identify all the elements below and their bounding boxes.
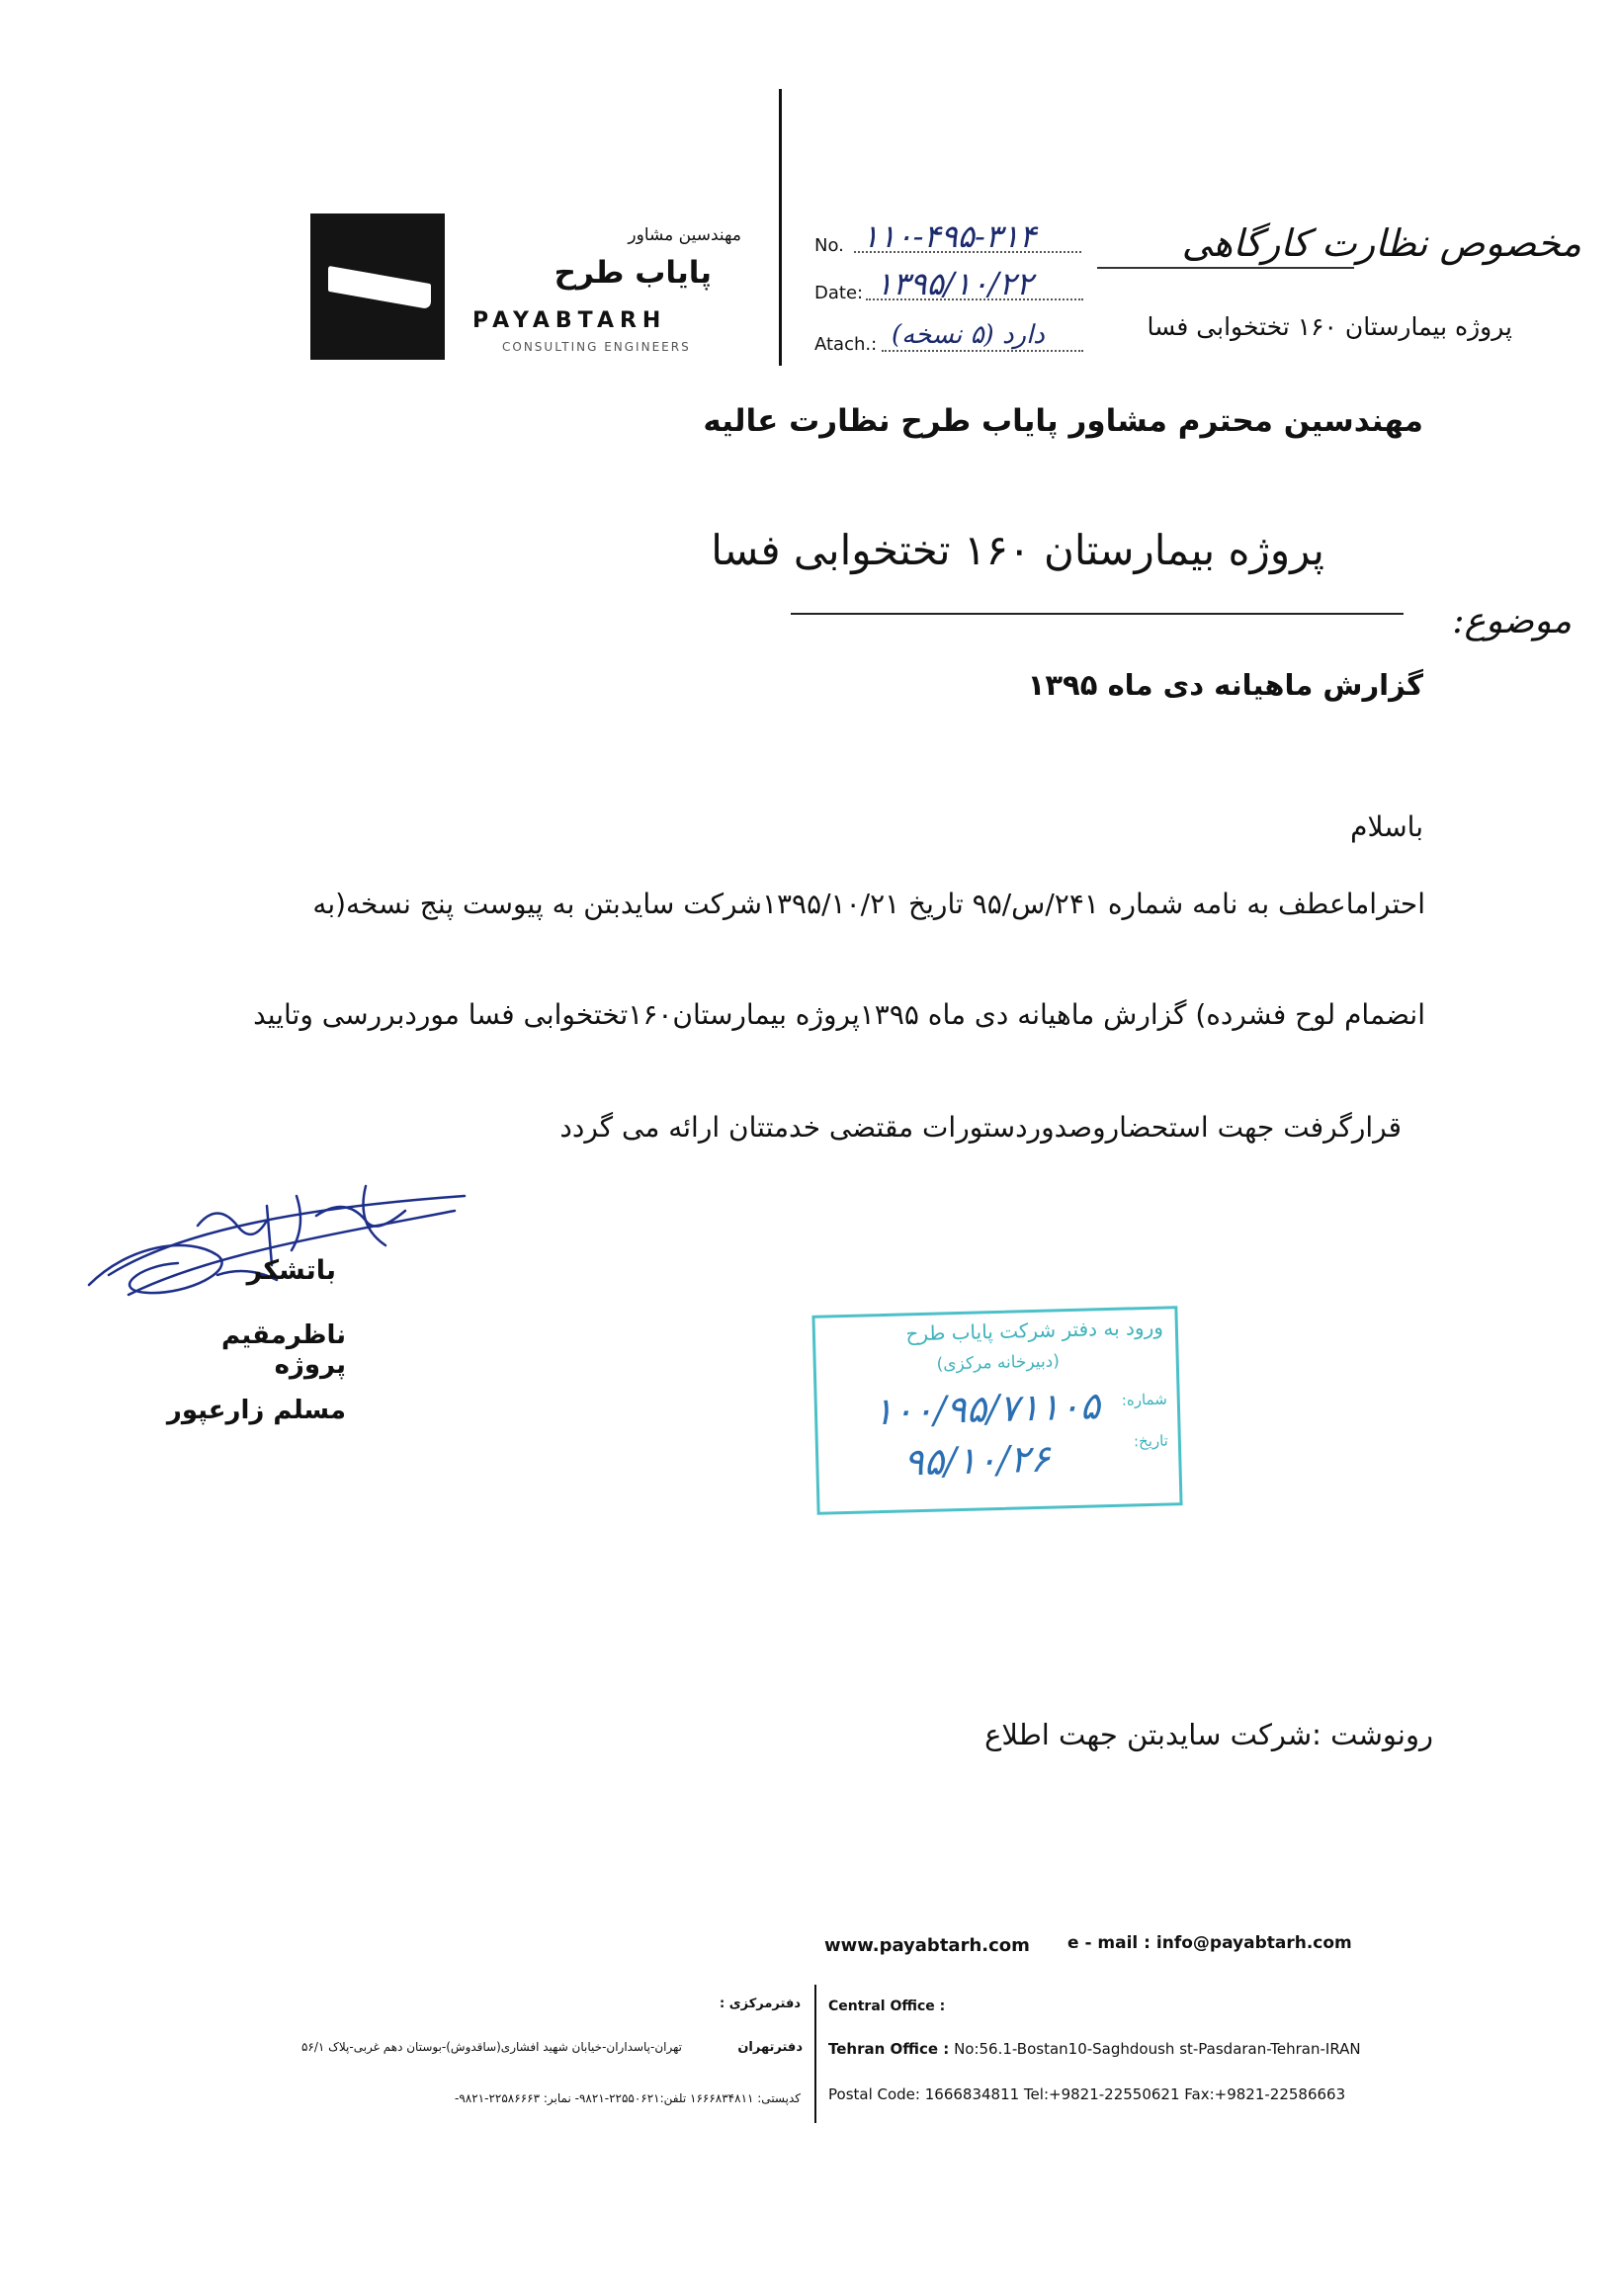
signer-role: ناظرمقیم پروژه	[220, 1320, 346, 1380]
carbon-copy: رونوشت :شرکت سایدبتن جهت اطلاع	[984, 1718, 1433, 1751]
reference-no-value: ۱۱۰-۴۹۵-۳۱۴	[862, 217, 1037, 255]
footer-tehran-office-address: No:56.1-Bostan10-Saghdoush st-Pasdaran-Tehran-IRAN	[954, 2040, 1361, 2058]
subject-label: موضوع:	[1452, 601, 1572, 641]
footer-website: www.payabtarh.com	[824, 1935, 1030, 1956]
footer-tehran-office-label: Tehran Office :	[828, 2040, 950, 2058]
header-divider	[779, 89, 782, 366]
reference-attachment-label: Atach.:	[814, 334, 878, 355]
reference-no-label: No.	[814, 235, 844, 256]
footer-central-office-en: Central Office :	[828, 1998, 946, 2014]
logo-text-fa-small: مهندسین مشاور	[628, 225, 741, 245]
stamp-title: ورود به دفتر شرکت پایاب طرح	[905, 1315, 1164, 1346]
footer-divider	[814, 1985, 816, 2123]
reference-date	[814, 265, 1034, 303]
recipient: مهندسین محترم مشاور پایاب طرح نظارت عالیه	[703, 403, 1423, 439]
footer-email: e - mail : info@payabtarh.com	[1067, 1933, 1352, 1953]
closing-thanks: باتشکر	[246, 1255, 336, 1286]
subject-divider	[791, 613, 1404, 615]
body-line-2: انضمام لوح فشرده) گزارش ماهیانه دی ماه ۱۳۹۵پروژه بیمارستان۱۶۰تختخوابی فسا موردبررسی وتایید	[253, 998, 1425, 1031]
receipt-stamp	[811, 1306, 1182, 1515]
body-line-1: احتراماعطف به نامه شماره ۲۴۱/س/۹۵ تاریخ ۱۳۹۵/۱۰/۲۱شرکت سایدبتن به پیوست پنج نسخه(به	[312, 888, 1425, 920]
reference-attachment-value: دارد (۵ نسخه)	[892, 320, 1045, 350]
stamp-date-value: ۹۵/۱۰/۲۶	[902, 1436, 1051, 1485]
footer-central-office-fa: دفترمرکزی :	[720, 1997, 801, 2011]
stamp-number-label: شماره:	[1121, 1390, 1167, 1409]
reference-attachment	[814, 320, 1045, 355]
stamp-date-label: تاریخ:	[1133, 1431, 1169, 1451]
logo-text-en: PAYABTARH	[472, 308, 667, 333]
footer-address-fa: تهران-پاسداران-خیابان شهید افشاری(ساقدوش)-بوستان دهم غربی-پلاک ۵۶/۱	[300, 2040, 682, 2054]
signer-name: مسلم زارعپور	[166, 1396, 346, 1425]
logo-text-fa: پایاب طرح	[554, 255, 712, 291]
footer-postal-contact-fa: کدپستی: ۱۶۶۶۸۳۴۸۱۱ تلفن:۲۲۵۵۰۶۲۱-۹۸۲۱- نمابر: ۲۲۵۸۶۶۶۳-۹۸۲۱-	[455, 2091, 801, 2105]
company-logo	[310, 213, 445, 360]
site-supervision-title: مخصوص نظارت کارگاهی	[1181, 221, 1581, 265]
reference-no	[814, 217, 1037, 256]
footer-tehran-office-en	[828, 2040, 1361, 2058]
handwritten-signature	[69, 1166, 484, 1334]
logo-subtext-en: CONSULTING ENGINEERS	[502, 340, 691, 354]
title-underline	[1097, 267, 1354, 269]
reference-date-label: Date:	[814, 283, 864, 303]
footer-postal-contact-en: Postal Code: 1666834811 Tel:+9821-22550621 Fax:+9821-22586663	[828, 2085, 1346, 2103]
project-title: پروژه بیمارستان ۱۶۰ تختخوابی فسا	[711, 526, 1324, 574]
stamp-subtitle: (دبیرخانه مرکزی)	[936, 1351, 1061, 1375]
body-line-3: قرارگرفت جهت استحضاروصدوردستورات مقتضی خدمتتان ارائه می گردد	[559, 1111, 1402, 1144]
subject-text: گزارش ماهیانه دی ماه ۱۳۹۵	[1027, 668, 1423, 702]
reference-date-value: ۱۳۹۵/۱۰/۲۲	[876, 265, 1034, 302]
footer-tehran-office-fa: دفترتهران	[737, 2040, 803, 2055]
greeting: باسلام	[1350, 810, 1423, 843]
stamp-number-value: ۱۰۰/۹۵/۷۱۱۰۵	[872, 1384, 1101, 1434]
header-project-name: پروژه بیمارستان ۱۶۰ تختخوابی فسا	[1147, 312, 1512, 341]
